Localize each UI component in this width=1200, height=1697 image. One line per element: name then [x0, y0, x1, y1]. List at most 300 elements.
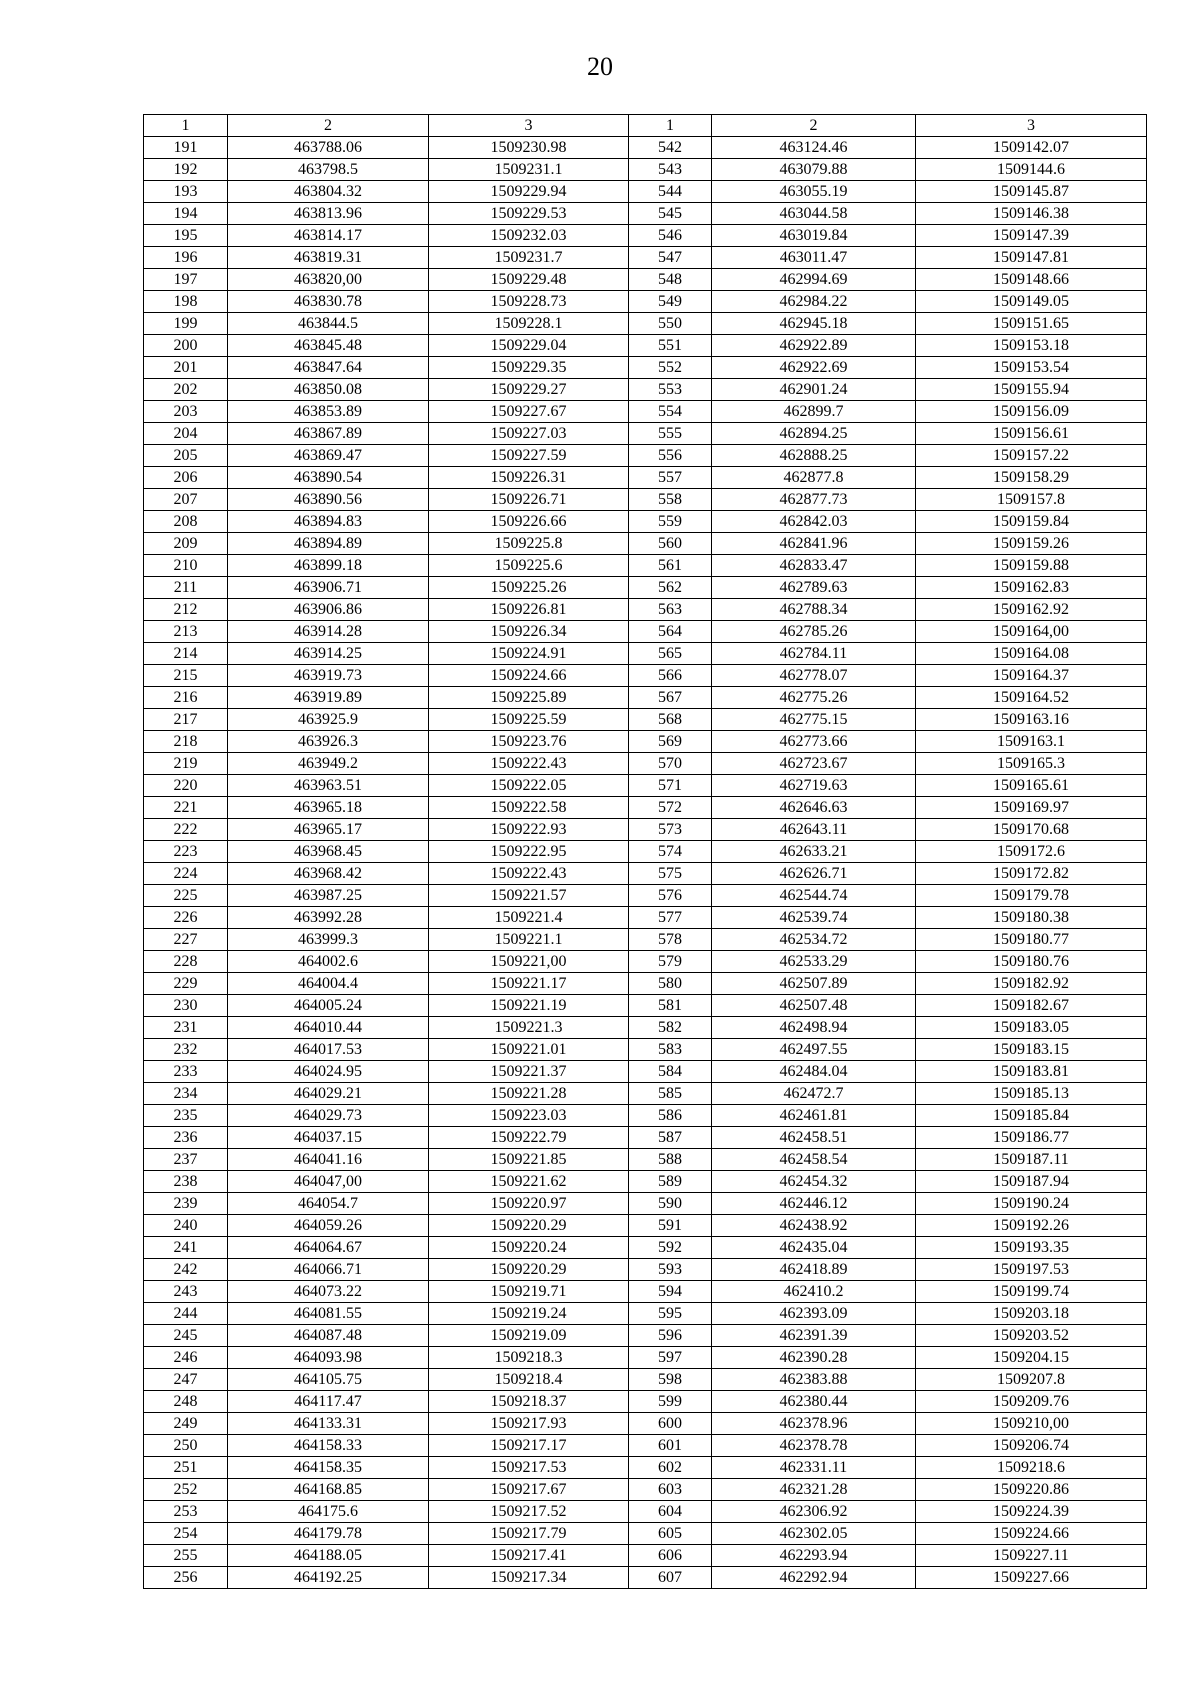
point-number-right-cell: 579 — [629, 951, 712, 973]
table-row — [144, 1479, 1147, 1501]
x-coordinate-right-cell: 462497.55 — [712, 1039, 916, 1061]
x-coordinate-left-cell: 463847.64 — [228, 357, 429, 379]
x-coordinate-left-cell: 463788.06 — [228, 137, 429, 159]
y-coordinate-right-cell: 1509204.15 — [916, 1347, 1147, 1369]
x-coordinate-right-cell: 462438.92 — [712, 1215, 916, 1237]
y-coordinate-left-cell: 1509218.37 — [429, 1391, 629, 1413]
x-coordinate-left-cell: 463830.78 — [228, 291, 429, 313]
x-coordinate-right-cell: 462945.18 — [712, 313, 916, 335]
point-number-right-cell: 564 — [629, 621, 712, 643]
x-coordinate-right-cell: 462446.12 — [712, 1193, 916, 1215]
point-number-right-cell: 599 — [629, 1391, 712, 1413]
point-number-left-cell: 196 — [144, 247, 228, 269]
point-number-right-cell: 556 — [629, 445, 712, 467]
y-coordinate-left-cell: 1509220.29 — [429, 1259, 629, 1281]
x-coordinate-left-cell: 463999.3 — [228, 929, 429, 951]
y-coordinate-left-cell: 1509217.41 — [429, 1545, 629, 1567]
x-coordinate-right-cell: 462842.03 — [712, 511, 916, 533]
table-row — [144, 1149, 1147, 1171]
x-coordinate-right-cell: 463079.88 — [712, 159, 916, 181]
point-number-right-cell: 607 — [629, 1567, 712, 1589]
x-coordinate-left-cell: 463894.89 — [228, 533, 429, 555]
point-number-right-cell: 594 — [629, 1281, 712, 1303]
header-point-number-left: 1 — [144, 115, 228, 137]
y-coordinate-left-cell: 1509230.98 — [429, 137, 629, 159]
table-row — [144, 511, 1147, 533]
y-coordinate-left-cell: 1509225.89 — [429, 687, 629, 709]
point-number-right-cell: 546 — [629, 225, 712, 247]
point-number-right-cell: 569 — [629, 731, 712, 753]
point-number-left-cell: 197 — [144, 269, 228, 291]
table-row — [144, 1457, 1147, 1479]
x-coordinate-right-cell: 462643.11 — [712, 819, 916, 841]
y-coordinate-right-cell: 1509151.65 — [916, 313, 1147, 335]
x-coordinate-left-cell: 464005.24 — [228, 995, 429, 1017]
y-coordinate-right-cell: 1509149.05 — [916, 291, 1147, 313]
x-coordinate-right-cell: 462723.67 — [712, 753, 916, 775]
y-coordinate-right-cell: 1509164.37 — [916, 665, 1147, 687]
x-coordinate-left-cell: 463814.17 — [228, 225, 429, 247]
y-coordinate-left-cell: 1509228.1 — [429, 313, 629, 335]
point-number-right-cell: 572 — [629, 797, 712, 819]
y-coordinate-left-cell: 1509221.1 — [429, 929, 629, 951]
point-number-left-cell: 254 — [144, 1523, 228, 1545]
table-header — [144, 115, 1147, 137]
y-coordinate-right-cell: 1509224.39 — [916, 1501, 1147, 1523]
y-coordinate-left-cell: 1509217.67 — [429, 1479, 629, 1501]
header-point-number-right: 1 — [629, 115, 712, 137]
header-y-coordinate-right: 3 — [916, 115, 1147, 137]
y-coordinate-right-cell: 1509165.61 — [916, 775, 1147, 797]
y-coordinate-right-cell: 1509157.22 — [916, 445, 1147, 467]
point-number-right-cell: 591 — [629, 1215, 712, 1237]
table-row — [144, 599, 1147, 621]
y-coordinate-right-cell: 1509227.11 — [916, 1545, 1147, 1567]
table-row — [144, 1567, 1147, 1589]
x-coordinate-left-cell: 464158.33 — [228, 1435, 429, 1457]
x-coordinate-right-cell: 462775.26 — [712, 687, 916, 709]
point-number-left-cell: 238 — [144, 1171, 228, 1193]
x-coordinate-right-cell: 462302.05 — [712, 1523, 916, 1545]
y-coordinate-left-cell: 1509229.48 — [429, 269, 629, 291]
x-coordinate-right-cell: 462899.7 — [712, 401, 916, 423]
y-coordinate-left-cell: 1509229.27 — [429, 379, 629, 401]
x-coordinate-right-cell: 463011.47 — [712, 247, 916, 269]
point-number-left-cell: 255 — [144, 1545, 228, 1567]
y-coordinate-right-cell: 1509148.66 — [916, 269, 1147, 291]
table-row — [144, 621, 1147, 643]
x-coordinate-left-cell: 464105.75 — [228, 1369, 429, 1391]
y-coordinate-left-cell: 1509221.4 — [429, 907, 629, 929]
y-coordinate-left-cell: 1509232.03 — [429, 225, 629, 247]
y-coordinate-left-cell: 1509222.43 — [429, 753, 629, 775]
header-y-coordinate-left: 3 — [429, 115, 629, 137]
point-number-right-cell: 543 — [629, 159, 712, 181]
y-coordinate-right-cell: 1509185.13 — [916, 1083, 1147, 1105]
point-number-left-cell: 206 — [144, 467, 228, 489]
point-number-right-cell: 587 — [629, 1127, 712, 1149]
x-coordinate-left-cell: 464066.71 — [228, 1259, 429, 1281]
point-number-left-cell: 224 — [144, 863, 228, 885]
y-coordinate-left-cell: 1509226.31 — [429, 467, 629, 489]
table-row — [144, 335, 1147, 357]
y-coordinate-right-cell: 1509179.78 — [916, 885, 1147, 907]
y-coordinate-left-cell: 1509217.52 — [429, 1501, 629, 1523]
point-number-left-cell: 200 — [144, 335, 228, 357]
x-coordinate-right-cell: 462498.94 — [712, 1017, 916, 1039]
table-row — [144, 665, 1147, 687]
x-coordinate-right-cell: 462877.8 — [712, 467, 916, 489]
x-coordinate-left-cell: 464029.73 — [228, 1105, 429, 1127]
x-coordinate-left-cell: 463987.25 — [228, 885, 429, 907]
table-row — [144, 753, 1147, 775]
y-coordinate-left-cell: 1509224.66 — [429, 665, 629, 687]
x-coordinate-left-cell: 463869.47 — [228, 445, 429, 467]
y-coordinate-left-cell: 1509219.71 — [429, 1281, 629, 1303]
point-number-left-cell: 253 — [144, 1501, 228, 1523]
y-coordinate-right-cell: 1509162.92 — [916, 599, 1147, 621]
x-coordinate-right-cell: 462306.92 — [712, 1501, 916, 1523]
y-coordinate-right-cell: 1509180.38 — [916, 907, 1147, 929]
x-coordinate-right-cell: 462484.04 — [712, 1061, 916, 1083]
x-coordinate-left-cell: 463804.32 — [228, 181, 429, 203]
point-number-right-cell: 578 — [629, 929, 712, 951]
x-coordinate-left-cell: 463850.08 — [228, 379, 429, 401]
x-coordinate-left-cell: 463853.89 — [228, 401, 429, 423]
y-coordinate-right-cell: 1509153.54 — [916, 357, 1147, 379]
point-number-right-cell: 558 — [629, 489, 712, 511]
table-row — [144, 1545, 1147, 1567]
x-coordinate-left-cell: 464059.26 — [228, 1215, 429, 1237]
y-coordinate-left-cell: 1509229.94 — [429, 181, 629, 203]
x-coordinate-right-cell: 462984.22 — [712, 291, 916, 313]
point-number-right-cell: 604 — [629, 1501, 712, 1523]
table-row — [144, 379, 1147, 401]
table-row — [144, 863, 1147, 885]
header-x-coordinate-right: 2 — [712, 115, 916, 137]
y-coordinate-right-cell: 1509210,00 — [916, 1413, 1147, 1435]
point-number-left-cell: 208 — [144, 511, 228, 533]
table-row — [144, 1303, 1147, 1325]
x-coordinate-left-cell: 463906.71 — [228, 577, 429, 599]
point-number-left-cell: 239 — [144, 1193, 228, 1215]
point-number-right-cell: 552 — [629, 357, 712, 379]
x-coordinate-right-cell: 463124.46 — [712, 137, 916, 159]
table-row — [144, 709, 1147, 731]
y-coordinate-left-cell: 1509229.04 — [429, 335, 629, 357]
x-coordinate-right-cell: 462626.71 — [712, 863, 916, 885]
point-number-left-cell: 218 — [144, 731, 228, 753]
table-row — [144, 841, 1147, 863]
point-number-left-cell: 205 — [144, 445, 228, 467]
y-coordinate-right-cell: 1509197.53 — [916, 1259, 1147, 1281]
x-coordinate-left-cell: 463965.17 — [228, 819, 429, 841]
x-coordinate-left-cell: 463963.51 — [228, 775, 429, 797]
point-number-left-cell: 222 — [144, 819, 228, 841]
table-row — [144, 1369, 1147, 1391]
y-coordinate-left-cell: 1509225.59 — [429, 709, 629, 731]
point-number-right-cell: 598 — [629, 1369, 712, 1391]
table-row — [144, 247, 1147, 269]
x-coordinate-left-cell: 463914.25 — [228, 643, 429, 665]
point-number-left-cell: 252 — [144, 1479, 228, 1501]
point-number-right-cell: 551 — [629, 335, 712, 357]
point-number-left-cell: 203 — [144, 401, 228, 423]
y-coordinate-left-cell: 1509218.4 — [429, 1369, 629, 1391]
x-coordinate-right-cell: 462833.47 — [712, 555, 916, 577]
x-coordinate-left-cell: 463813.96 — [228, 203, 429, 225]
y-coordinate-right-cell: 1509158.29 — [916, 467, 1147, 489]
x-coordinate-left-cell: 464093.98 — [228, 1347, 429, 1369]
table-row — [144, 1083, 1147, 1105]
table-row — [144, 159, 1147, 181]
table-row — [144, 423, 1147, 445]
point-number-left-cell: 240 — [144, 1215, 228, 1237]
y-coordinate-left-cell: 1509221.57 — [429, 885, 629, 907]
x-coordinate-left-cell: 463890.54 — [228, 467, 429, 489]
point-number-left-cell: 232 — [144, 1039, 228, 1061]
header-row — [144, 115, 1147, 137]
x-coordinate-left-cell: 463844.5 — [228, 313, 429, 335]
table-row — [144, 1017, 1147, 1039]
y-coordinate-left-cell: 1509218.3 — [429, 1347, 629, 1369]
x-coordinate-right-cell: 462533.29 — [712, 951, 916, 973]
table-row — [144, 951, 1147, 973]
y-coordinate-left-cell: 1509228.73 — [429, 291, 629, 313]
point-number-right-cell: 593 — [629, 1259, 712, 1281]
point-number-right-cell: 596 — [629, 1325, 712, 1347]
y-coordinate-left-cell: 1509223.03 — [429, 1105, 629, 1127]
point-number-left-cell: 223 — [144, 841, 228, 863]
y-coordinate-left-cell: 1509222.95 — [429, 841, 629, 863]
point-number-left-cell: 237 — [144, 1149, 228, 1171]
point-number-left-cell: 246 — [144, 1347, 228, 1369]
x-coordinate-left-cell: 464175.6 — [228, 1501, 429, 1523]
x-coordinate-right-cell: 462785.26 — [712, 621, 916, 643]
y-coordinate-right-cell: 1509159.84 — [916, 511, 1147, 533]
x-coordinate-left-cell: 464117.47 — [228, 1391, 429, 1413]
point-number-right-cell: 580 — [629, 973, 712, 995]
point-number-right-cell: 601 — [629, 1435, 712, 1457]
point-number-right-cell: 600 — [629, 1413, 712, 1435]
x-coordinate-right-cell: 462841.96 — [712, 533, 916, 555]
x-coordinate-left-cell: 463965.18 — [228, 797, 429, 819]
x-coordinate-left-cell: 463820,00 — [228, 269, 429, 291]
table-row — [144, 1237, 1147, 1259]
x-coordinate-left-cell: 464029.21 — [228, 1083, 429, 1105]
y-coordinate-right-cell: 1509180.76 — [916, 951, 1147, 973]
y-coordinate-right-cell: 1509192.26 — [916, 1215, 1147, 1237]
table-row — [144, 731, 1147, 753]
y-coordinate-right-cell: 1509145.87 — [916, 181, 1147, 203]
y-coordinate-left-cell: 1509221.01 — [429, 1039, 629, 1061]
point-number-right-cell: 567 — [629, 687, 712, 709]
y-coordinate-right-cell: 1509218.6 — [916, 1457, 1147, 1479]
point-number-right-cell: 582 — [629, 1017, 712, 1039]
y-coordinate-right-cell: 1509156.09 — [916, 401, 1147, 423]
x-coordinate-right-cell: 462778.07 — [712, 665, 916, 687]
table-row — [144, 775, 1147, 797]
y-coordinate-right-cell: 1509159.88 — [916, 555, 1147, 577]
table-row — [144, 225, 1147, 247]
x-coordinate-left-cell: 464192.25 — [228, 1567, 429, 1589]
point-number-right-cell: 565 — [629, 643, 712, 665]
table-row — [144, 467, 1147, 489]
table-body — [144, 137, 1147, 1589]
table-row — [144, 489, 1147, 511]
table-row — [144, 885, 1147, 907]
x-coordinate-right-cell: 462331.11 — [712, 1457, 916, 1479]
y-coordinate-left-cell: 1509225.26 — [429, 577, 629, 599]
table-row — [144, 1259, 1147, 1281]
table-row — [144, 1435, 1147, 1457]
y-coordinate-left-cell: 1509226.71 — [429, 489, 629, 511]
x-coordinate-right-cell: 463019.84 — [712, 225, 916, 247]
y-coordinate-left-cell: 1509221.62 — [429, 1171, 629, 1193]
y-coordinate-left-cell: 1509222.93 — [429, 819, 629, 841]
y-coordinate-right-cell: 1509206.74 — [916, 1435, 1147, 1457]
y-coordinate-left-cell: 1509221,00 — [429, 951, 629, 973]
x-coordinate-right-cell: 462539.74 — [712, 907, 916, 929]
point-number-right-cell: 592 — [629, 1237, 712, 1259]
x-coordinate-right-cell: 463044.58 — [712, 203, 916, 225]
y-coordinate-right-cell: 1509165.3 — [916, 753, 1147, 775]
point-number-right-cell: 585 — [629, 1083, 712, 1105]
y-coordinate-left-cell: 1509221.37 — [429, 1061, 629, 1083]
table-row — [144, 291, 1147, 313]
point-number-left-cell: 216 — [144, 687, 228, 709]
table-row — [144, 1171, 1147, 1193]
x-coordinate-right-cell: 462458.54 — [712, 1149, 916, 1171]
y-coordinate-left-cell: 1509229.53 — [429, 203, 629, 225]
y-coordinate-left-cell: 1509226.66 — [429, 511, 629, 533]
y-coordinate-left-cell: 1509217.34 — [429, 1567, 629, 1589]
point-number-right-cell: 575 — [629, 863, 712, 885]
y-coordinate-right-cell: 1509185.84 — [916, 1105, 1147, 1127]
y-coordinate-right-cell: 1509142.07 — [916, 137, 1147, 159]
x-coordinate-right-cell: 462293.94 — [712, 1545, 916, 1567]
y-coordinate-right-cell: 1509163.1 — [916, 731, 1147, 753]
y-coordinate-right-cell: 1509220.86 — [916, 1479, 1147, 1501]
y-coordinate-right-cell: 1509147.81 — [916, 247, 1147, 269]
y-coordinate-right-cell: 1509163.16 — [916, 709, 1147, 731]
table-row — [144, 819, 1147, 841]
point-number-left-cell: 249 — [144, 1413, 228, 1435]
y-coordinate-right-cell: 1509190.24 — [916, 1193, 1147, 1215]
x-coordinate-left-cell: 463992.28 — [228, 907, 429, 929]
x-coordinate-left-cell: 463798.5 — [228, 159, 429, 181]
point-number-right-cell: 570 — [629, 753, 712, 775]
table-row — [144, 1413, 1147, 1435]
point-number-left-cell: 243 — [144, 1281, 228, 1303]
table-row — [144, 203, 1147, 225]
point-number-left-cell: 198 — [144, 291, 228, 313]
point-number-left-cell: 251 — [144, 1457, 228, 1479]
point-number-right-cell: 581 — [629, 995, 712, 1017]
x-coordinate-right-cell: 462784.11 — [712, 643, 916, 665]
point-number-left-cell: 219 — [144, 753, 228, 775]
point-number-right-cell: 548 — [629, 269, 712, 291]
x-coordinate-left-cell: 464002.6 — [228, 951, 429, 973]
y-coordinate-right-cell: 1509155.94 — [916, 379, 1147, 401]
x-coordinate-right-cell: 462994.69 — [712, 269, 916, 291]
x-coordinate-left-cell: 464168.85 — [228, 1479, 429, 1501]
table-row — [144, 1215, 1147, 1237]
x-coordinate-right-cell: 462383.88 — [712, 1369, 916, 1391]
y-coordinate-left-cell: 1509217.93 — [429, 1413, 629, 1435]
table-row — [144, 1391, 1147, 1413]
y-coordinate-right-cell: 1509162.83 — [916, 577, 1147, 599]
y-coordinate-right-cell: 1509183.15 — [916, 1039, 1147, 1061]
point-number-right-cell: 605 — [629, 1523, 712, 1545]
point-number-right-cell: 584 — [629, 1061, 712, 1083]
x-coordinate-left-cell: 464073.22 — [228, 1281, 429, 1303]
point-number-left-cell: 227 — [144, 929, 228, 951]
x-coordinate-left-cell: 464017.53 — [228, 1039, 429, 1061]
point-number-right-cell: 571 — [629, 775, 712, 797]
point-number-right-cell: 547 — [629, 247, 712, 269]
x-coordinate-left-cell: 463919.73 — [228, 665, 429, 687]
point-number-right-cell: 577 — [629, 907, 712, 929]
table-row — [144, 1061, 1147, 1083]
y-coordinate-right-cell: 1509164.08 — [916, 643, 1147, 665]
point-number-left-cell: 214 — [144, 643, 228, 665]
y-coordinate-left-cell: 1509220.97 — [429, 1193, 629, 1215]
point-number-left-cell: 220 — [144, 775, 228, 797]
point-number-right-cell: 602 — [629, 1457, 712, 1479]
point-number-left-cell: 230 — [144, 995, 228, 1017]
x-coordinate-right-cell: 463055.19 — [712, 181, 916, 203]
point-number-right-cell: 597 — [629, 1347, 712, 1369]
y-coordinate-left-cell: 1509225.8 — [429, 533, 629, 555]
x-coordinate-right-cell: 462507.48 — [712, 995, 916, 1017]
x-coordinate-right-cell: 462418.89 — [712, 1259, 916, 1281]
x-coordinate-right-cell: 462534.72 — [712, 929, 916, 951]
point-number-left-cell: 242 — [144, 1259, 228, 1281]
y-coordinate-left-cell: 1509222.79 — [429, 1127, 629, 1149]
x-coordinate-right-cell: 462472.7 — [712, 1083, 916, 1105]
y-coordinate-left-cell: 1509231.7 — [429, 247, 629, 269]
y-coordinate-left-cell: 1509219.09 — [429, 1325, 629, 1347]
y-coordinate-left-cell: 1509225.6 — [429, 555, 629, 577]
table-row — [144, 973, 1147, 995]
x-coordinate-left-cell: 464024.95 — [228, 1061, 429, 1083]
x-coordinate-right-cell: 462544.74 — [712, 885, 916, 907]
point-number-left-cell: 248 — [144, 1391, 228, 1413]
point-number-right-cell: 544 — [629, 181, 712, 203]
y-coordinate-right-cell: 1509144.6 — [916, 159, 1147, 181]
x-coordinate-right-cell: 462922.89 — [712, 335, 916, 357]
point-number-right-cell: 595 — [629, 1303, 712, 1325]
y-coordinate-right-cell: 1509153.18 — [916, 335, 1147, 357]
point-number-right-cell: 563 — [629, 599, 712, 621]
point-number-left-cell: 204 — [144, 423, 228, 445]
y-coordinate-left-cell: 1509229.35 — [429, 357, 629, 379]
y-coordinate-left-cell: 1509222.05 — [429, 775, 629, 797]
x-coordinate-right-cell: 462789.63 — [712, 577, 916, 599]
x-coordinate-left-cell: 463949.2 — [228, 753, 429, 775]
y-coordinate-right-cell: 1509172.6 — [916, 841, 1147, 863]
point-number-left-cell: 210 — [144, 555, 228, 577]
y-coordinate-left-cell: 1509221.85 — [429, 1149, 629, 1171]
y-coordinate-left-cell: 1509227.59 — [429, 445, 629, 467]
point-number-right-cell: 576 — [629, 885, 712, 907]
y-coordinate-right-cell: 1509182.67 — [916, 995, 1147, 1017]
point-number-left-cell: 209 — [144, 533, 228, 555]
y-coordinate-right-cell: 1509172.82 — [916, 863, 1147, 885]
table-row — [144, 1105, 1147, 1127]
y-coordinate-right-cell: 1509183.81 — [916, 1061, 1147, 1083]
